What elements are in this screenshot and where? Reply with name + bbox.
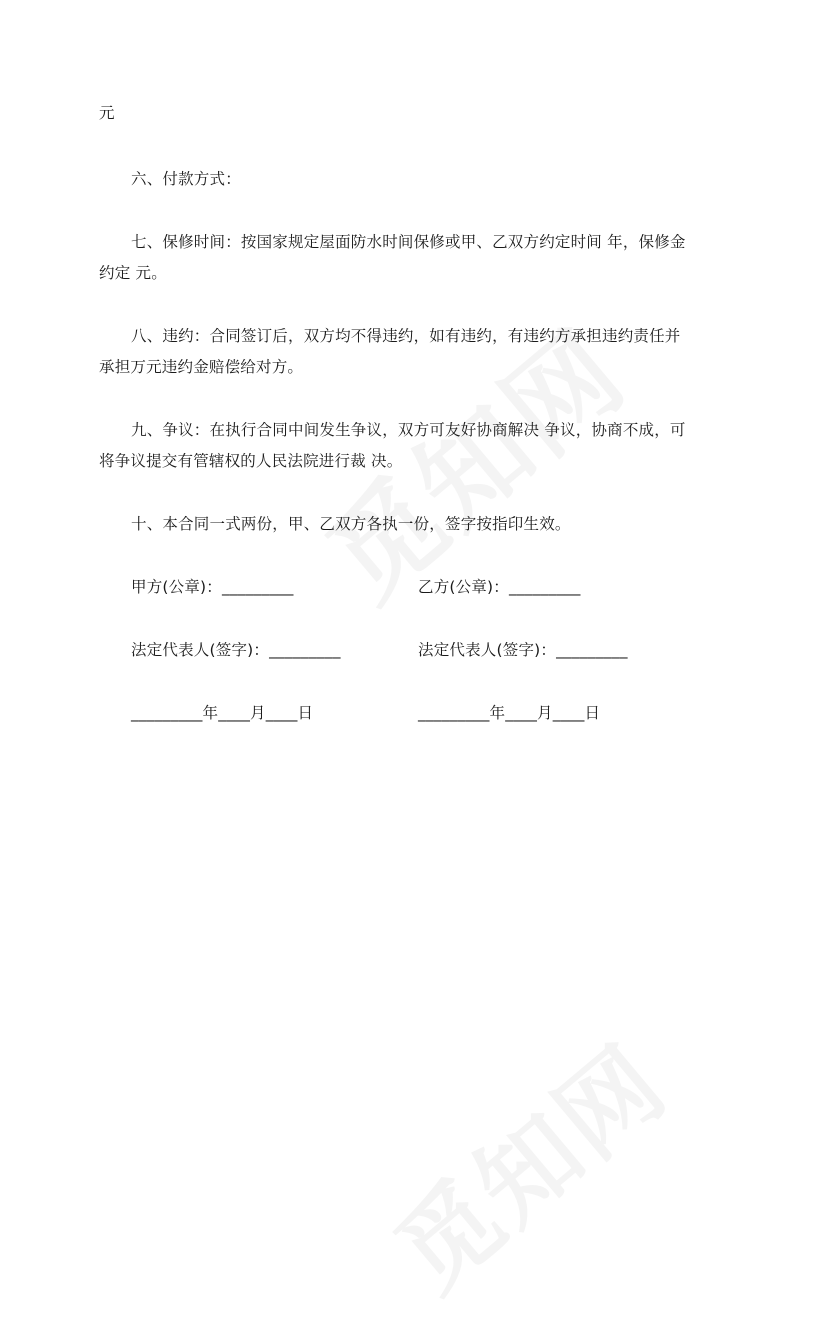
party-a-date: _________年____月____日 [131,704,314,722]
clause-dispute: 九、争议：在执行合同中间发生争议，双方可友好协商解决 争议，协商不成，可 [131,421,686,439]
party-b-representative: 法定代表人(签字)：_________ [418,641,628,659]
text-line: 元 [99,104,115,122]
clause-copies: 十、本合同一式两份，甲、乙双方各执一份，签字按指印生效。 [131,515,571,533]
clause-warranty: 七、保修时间：按国家规定屋面防水时间保修或甲、乙双方约定时间 年，保修金 [131,233,686,251]
watermark [360,1007,692,1317]
party-a-representative: 法定代表人(签字)：_________ [131,641,341,659]
clause-breach-cont: 承担万元违约金赔偿给对方。 [99,358,304,376]
clause-dispute-cont: 将争议提交有管辖权的人民法院进行裁 决。 [99,452,403,470]
party-b-seal: 乙方(公章)：_________ [418,578,581,596]
party-a-seal: 甲方(公章)：_________ [131,578,294,596]
clause-breach: 八、违约：合同签订后，双方均不得违约，如有违约，有违约方承担违约责任并 [131,327,681,345]
clause-payment-method: 六、付款方式： [131,170,241,188]
party-b-date: _________年____月____日 [418,704,601,722]
clause-warranty-cont: 约定 元。 [99,264,167,282]
